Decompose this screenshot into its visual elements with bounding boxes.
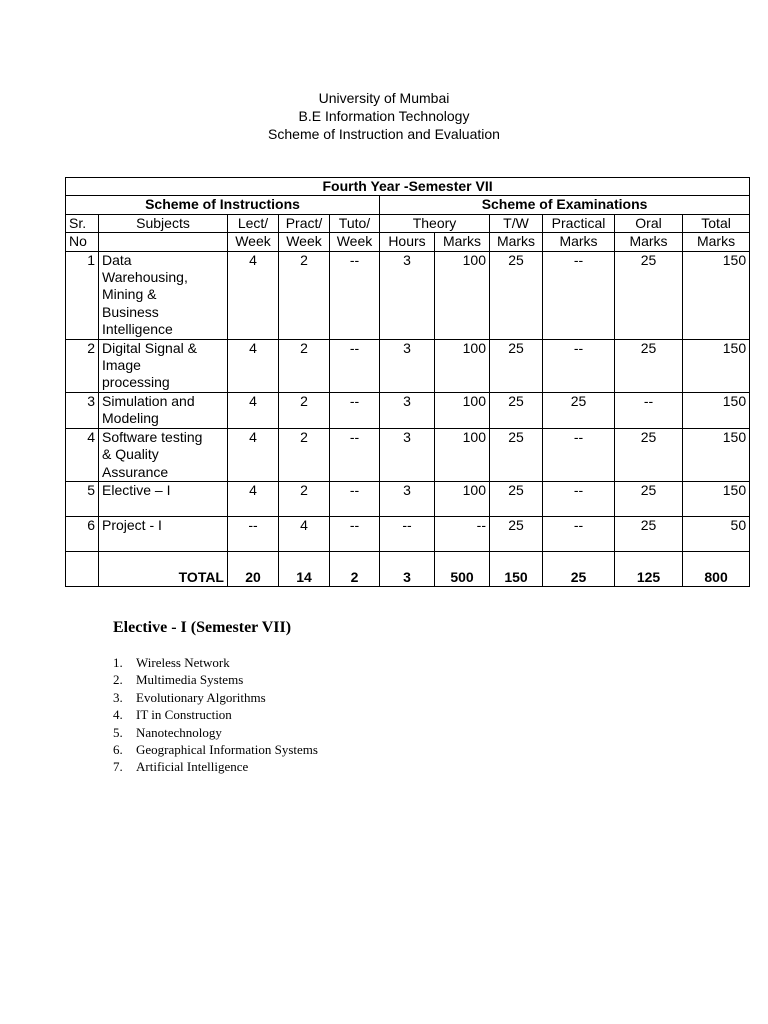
lect-cell: 4 [228, 428, 279, 481]
lect-cell: 4 [228, 481, 279, 516]
practical-cell: -- [543, 516, 615, 551]
col-hours: Hours [380, 233, 435, 251]
practical-cell: -- [543, 251, 615, 339]
total-cell: 150 [683, 339, 750, 392]
list-item-number: 3. [113, 689, 123, 705]
col-tw-2: Marks [490, 233, 543, 251]
tuto-cell: -- [330, 481, 380, 516]
list-item-text: Artificial Intelligence [136, 759, 249, 775]
subject-line: Image [102, 357, 141, 374]
total-practical: 25 [543, 551, 615, 586]
subject-line: Data [102, 251, 132, 268]
subject-cell [99, 392, 228, 428]
scheme-table [65, 177, 750, 587]
col-sr: Sr. [66, 214, 99, 232]
col-practical: Practical [543, 214, 615, 232]
hours-cell: 3 [380, 392, 435, 428]
table-row [66, 516, 750, 551]
total-total: 800 [683, 551, 750, 586]
total-tuto: 2 [330, 551, 380, 586]
col-subjects-2 [99, 233, 228, 251]
total-cell: 150 [683, 481, 750, 516]
total-row [66, 551, 750, 586]
col-total: Total [683, 214, 750, 232]
list-item [113, 654, 318, 671]
col-oral-2: Marks [615, 233, 683, 251]
pract-cell: 2 [279, 481, 330, 516]
list-item-number: 6. [113, 742, 123, 758]
tuto-cell: -- [330, 428, 380, 481]
university-name: University of Mumbai [318, 90, 450, 106]
subject-line: & Quality [102, 446, 159, 463]
list-item-text: Wireless Network [136, 655, 230, 670]
table-row [66, 481, 750, 516]
subject-line: Digital Signal & [102, 339, 197, 356]
practical-cell: -- [543, 481, 615, 516]
list-item-number: 7. [113, 759, 123, 775]
list-item-number: 5. [113, 724, 123, 740]
column-header-row-1 [66, 214, 750, 232]
list-item-text: Multimedia Systems [136, 672, 244, 688]
hours-cell: 3 [380, 481, 435, 516]
col-pract-2: Week [279, 233, 330, 251]
tw-cell: 25 [490, 428, 543, 481]
sr-cell: 5 [66, 481, 99, 516]
col-pract: Pract/ [279, 214, 330, 232]
subject-line: processing [102, 374, 170, 391]
lect-cell: 4 [228, 392, 279, 428]
subject-cell [99, 481, 228, 516]
total-cell: 150 [683, 392, 750, 428]
col-oral: Oral [615, 214, 683, 232]
table-row [66, 251, 750, 339]
list-item-number: 4. [113, 707, 123, 723]
oral-cell: 25 [615, 251, 683, 339]
subject-line: Software testing [102, 428, 203, 445]
subject-line: Intelligence [102, 321, 173, 338]
list-item-number: 2. [113, 672, 123, 688]
col-total-2: Marks [683, 233, 750, 251]
total-tw: 150 [490, 551, 543, 586]
subject-line: Business [102, 303, 159, 320]
tuto-cell: -- [330, 392, 380, 428]
hours-cell: 3 [380, 428, 435, 481]
oral-cell: 25 [615, 339, 683, 392]
col-tuto-2: Week [330, 233, 380, 251]
practical-cell: -- [543, 428, 615, 481]
oral-cell: 25 [615, 428, 683, 481]
total-oral: 125 [615, 551, 683, 586]
marks-cell: 100 [435, 428, 490, 481]
marks-cell: 100 [435, 392, 490, 428]
table-row [66, 392, 750, 428]
oral-cell: 25 [615, 516, 683, 551]
marks-cell: -- [435, 516, 490, 551]
subject-line: Mining & [102, 286, 157, 303]
tw-cell: 25 [490, 251, 543, 339]
subject-line: Elective – I [102, 481, 171, 498]
subject-cell [99, 428, 228, 481]
practical-cell: -- [543, 339, 615, 392]
total-cell: 50 [683, 516, 750, 551]
subject-line: Assurance [102, 463, 169, 480]
list-item-text: IT in Construction [136, 707, 232, 723]
marks-cell: 100 [435, 481, 490, 516]
oral-cell: 25 [615, 481, 683, 516]
total-cell: 150 [683, 428, 750, 481]
list-item [113, 724, 318, 741]
lect-cell: 4 [228, 339, 279, 392]
document-header [0, 89, 768, 143]
sr-cell: 3 [66, 392, 99, 428]
pract-cell: 4 [279, 516, 330, 551]
group-header-row [66, 196, 750, 214]
elective-list [113, 654, 318, 776]
column-header-row-2 [66, 233, 750, 251]
subject-cell [99, 339, 228, 392]
col-theory: Theory [380, 214, 490, 232]
total-marks: 500 [435, 551, 490, 586]
hours-cell: -- [380, 516, 435, 551]
col-tw: T/W [490, 214, 543, 232]
tw-cell: 25 [490, 481, 543, 516]
oral-cell: -- [615, 392, 683, 428]
subject-line: Modeling [102, 410, 159, 427]
hours-cell: 3 [380, 339, 435, 392]
total-hours: 3 [380, 551, 435, 586]
list-item-text: Evolutionary Algorithms [136, 689, 266, 705]
tuto-cell: -- [330, 516, 380, 551]
scheme-title: Scheme of Instruction and Evaluation [268, 126, 500, 142]
sr-cell: 6 [66, 516, 99, 551]
list-item-text: Nanotechnology [136, 724, 222, 740]
total-cell: 150 [683, 251, 750, 339]
list-item [113, 706, 318, 723]
subject-cell [99, 516, 228, 551]
table-title-row [66, 178, 750, 196]
col-marks: Marks [435, 233, 490, 251]
subject-line: Simulation and [102, 392, 195, 409]
col-lect: Lect/ [228, 214, 279, 232]
list-item [113, 741, 318, 758]
marks-cell: 100 [435, 339, 490, 392]
subject-line: Warehousing, [102, 269, 188, 286]
sr-cell: 4 [66, 428, 99, 481]
lect-cell: 4 [228, 251, 279, 339]
program-name: B.E Information Technology [298, 108, 470, 124]
list-item [113, 758, 318, 775]
table-row [66, 339, 750, 392]
subject-cell [99, 251, 228, 339]
sr-cell: 2 [66, 339, 99, 392]
list-item-number: 1. [113, 655, 123, 670]
tw-cell: 25 [490, 392, 543, 428]
pract-cell: 2 [279, 392, 330, 428]
tuto-cell: -- [330, 339, 380, 392]
total-pract: 14 [279, 551, 330, 586]
total-sr-cell [66, 551, 99, 586]
list-item [113, 671, 318, 688]
list-item [113, 689, 318, 706]
subject-line: Project - I [102, 516, 162, 533]
total-lect: 20 [228, 551, 279, 586]
tw-cell: 25 [490, 516, 543, 551]
pract-cell: 2 [279, 428, 330, 481]
table-row [66, 428, 750, 481]
marks-cell: 100 [435, 251, 490, 339]
pract-cell: 2 [279, 339, 330, 392]
practical-cell: 25 [543, 392, 615, 428]
col-sr-2: No [66, 233, 99, 251]
tuto-cell: -- [330, 251, 380, 339]
col-practical-2: Marks [543, 233, 615, 251]
col-tuto: Tuto/ [330, 214, 380, 232]
table-title: Fourth Year -Semester VII [66, 178, 750, 196]
lect-cell: -- [228, 516, 279, 551]
total-label: TOTAL [99, 551, 228, 586]
col-subjects: Subjects [99, 214, 228, 232]
col-lect-2: Week [228, 233, 279, 251]
hours-cell: 3 [380, 251, 435, 339]
list-item-text: Geographical Information Systems [136, 742, 318, 758]
pract-cell: 2 [279, 251, 330, 339]
sr-cell: 1 [66, 251, 99, 339]
group-instructions: Scheme of Instructions [66, 196, 380, 214]
group-examinations: Scheme of Examinations [380, 196, 750, 214]
elective-title: Elective - I (Semester VII) [113, 619, 292, 636]
tw-cell: 25 [490, 339, 543, 392]
